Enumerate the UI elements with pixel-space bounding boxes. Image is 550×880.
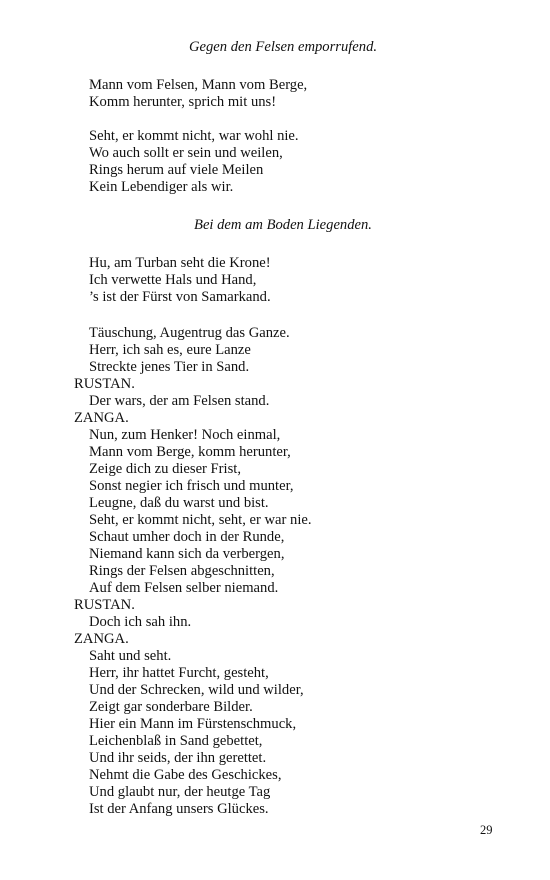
verse-line: Und glaubt nur, der heutge Tag bbox=[89, 784, 271, 800]
verse-line: Auf dem Felsen selber niemand. bbox=[89, 580, 279, 596]
verse-line: Täuschung, Augentrug das Ganze. bbox=[89, 325, 290, 341]
verse-line: Wo auch sollt er sein und weilen, bbox=[89, 145, 283, 161]
verse-line: Und der Schrecken, wild und wilder, bbox=[89, 682, 304, 698]
verse-stanza bbox=[74, 325, 514, 376]
verse-line: Nun, zum Henker! Noch einmal, bbox=[89, 427, 281, 443]
verse-line: Kein Lebendiger als wir. bbox=[89, 179, 234, 195]
verse-line: Leugne, daß du warst und bist. bbox=[89, 495, 269, 511]
verse-line: Komm herunter, sprich mit uns! bbox=[89, 94, 277, 110]
verse-line: Rings der Felsen abgeschnitten, bbox=[89, 563, 275, 579]
verse-line: Niemand kann sich da verbergen, bbox=[89, 546, 285, 562]
page-number: 29 bbox=[480, 823, 493, 837]
verse-line: Und ihr seids, der ihn gerettet. bbox=[89, 750, 267, 766]
verse-line: Herr, ich sah es, eure Lanze bbox=[89, 342, 251, 358]
verse-line: Doch ich sah ihn. bbox=[89, 614, 192, 630]
verse-line: Seht, er kommt nicht, seht, er war nie. bbox=[89, 512, 312, 528]
verse-stanza bbox=[74, 255, 514, 306]
verse-stanza bbox=[74, 614, 514, 631]
speaker-name: RUSTAN. bbox=[74, 597, 135, 613]
verse-stanza bbox=[74, 128, 514, 196]
verse-line: Mann vom Felsen, Mann vom Berge, bbox=[89, 77, 308, 93]
verse-line: Mann vom Berge, komm herunter, bbox=[89, 444, 291, 460]
verse-line: Streckte jenes Tier in Sand. bbox=[89, 359, 250, 375]
verse-line: Zeigt gar sonderbare Bilder. bbox=[89, 699, 253, 715]
speaker-name: RUSTAN. bbox=[74, 376, 135, 392]
speaker-name: ZANGA. bbox=[74, 410, 129, 426]
speaker-name: ZANGA. bbox=[74, 631, 129, 647]
page-text bbox=[74, 39, 514, 818]
stage-direction: Bei dem am Boden Liegenden. bbox=[194, 217, 372, 233]
verse-line: Rings herum auf viele Meilen bbox=[89, 162, 264, 178]
verse-line: Ist der Anfang unsers Glückes. bbox=[89, 801, 269, 817]
verse-stanza bbox=[74, 427, 514, 597]
verse-line: Seht, er kommt nicht, war wohl nie. bbox=[89, 128, 299, 144]
verse-line: Herr, ihr hattet Furcht, gesteht, bbox=[89, 665, 269, 681]
verse-line: Hier ein Mann im Fürstenschmuck, bbox=[89, 716, 297, 732]
verse-line: Saht und seht. bbox=[89, 648, 172, 664]
verse-line: Ich verwette Hals und Hand, bbox=[89, 272, 257, 288]
verse-line: Zeige dich zu dieser Frist, bbox=[89, 461, 241, 477]
verse-stanza bbox=[74, 393, 514, 410]
verse-line: Sonst negier ich frisch und munter, bbox=[89, 478, 294, 494]
verse-line: Der wars, der am Felsen stand. bbox=[89, 393, 270, 409]
verse-line: ’s ist der Fürst von Samarkand. bbox=[89, 289, 271, 305]
verse-stanza bbox=[74, 77, 514, 111]
verse-line: Schaut umher doch in der Runde, bbox=[89, 529, 285, 545]
verse-stanza bbox=[74, 648, 514, 818]
stage-direction: Gegen den Felsen emporrufend. bbox=[188, 39, 378, 55]
verse-line: Nehmt die Gabe des Geschickes, bbox=[89, 767, 282, 783]
verse-line: Leichenblaß in Sand gebettet, bbox=[89, 733, 263, 749]
verse-line: Hu, am Turban seht die Krone! bbox=[89, 255, 271, 271]
